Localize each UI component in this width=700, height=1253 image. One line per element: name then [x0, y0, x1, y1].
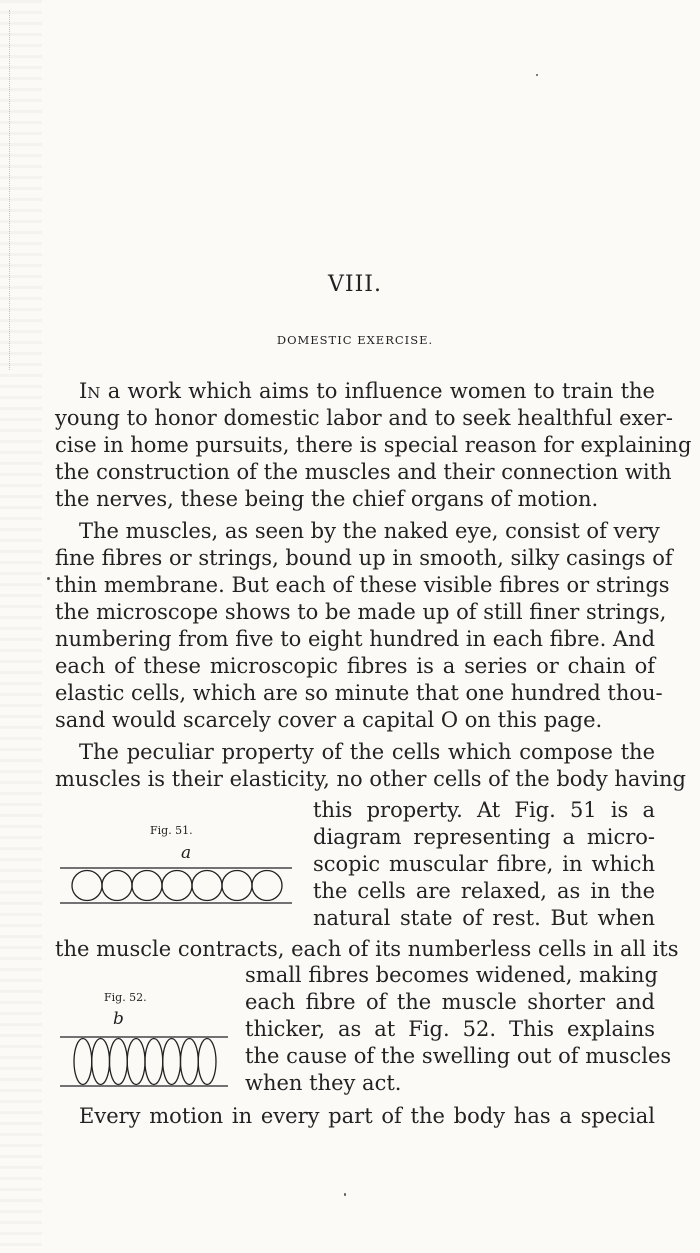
paragraph-2-line-5: numbering from five to eight hundred in each fibre. And	[55, 627, 656, 651]
fig51-cell	[102, 871, 132, 901]
drop-word: In	[79, 379, 101, 403]
fig52-cell	[92, 1039, 110, 1085]
paragraph-3-fig52-line-1: small fibres becomes widened, making	[245, 963, 658, 987]
paragraph-3-line-2: muscles is their elasticity, no other cells of the body having	[55, 767, 686, 791]
paragraph-3-fig51-line-2: diagram representing a micro-	[313, 825, 655, 849]
fig52-cell	[110, 1039, 128, 1085]
paragraph-4-line-1: Every motion in every part of the body has a special	[79, 1104, 655, 1128]
fig52-letter: b	[113, 1009, 124, 1029]
page-gutter-shadow	[0, 0, 42, 1253]
fig51-muscle-fibre-relaxed	[60, 864, 295, 904]
paragraph-3-fig51-line-5: natural state of rest. But when	[313, 906, 655, 930]
fig51-label: Fig. 51.	[150, 824, 193, 837]
binding-edge	[9, 10, 11, 370]
fig51-cell	[252, 871, 282, 901]
paragraph-3-fig51-line-3: scopic muscular fibre, in which	[313, 852, 655, 876]
fig52-cell	[127, 1039, 145, 1085]
paragraph-1-line-2: young to honor domestic labor and to seek healthful exer-	[55, 406, 673, 430]
fig52-label: Fig. 52.	[104, 991, 147, 1004]
paragraph-3-fig52-line-4: the cause of the swelling out of muscles	[245, 1044, 672, 1068]
paragraph-2-line-7: elastic cells, which are so minute that one hundred thou-	[55, 681, 663, 705]
ink-speck	[344, 1193, 346, 1196]
paragraph-2-line-6: each of these microscopic fibres is a series or chain of	[55, 654, 655, 678]
fig51-letter: a	[181, 843, 192, 863]
paragraph-2-line-8: sand would scarcely cover a capital O on this page.	[55, 708, 603, 732]
paragraph-3-line-mid: the muscle contracts, each of its numberless cells in all its	[55, 937, 679, 961]
fig51-cell	[222, 871, 252, 901]
paragraph-3-fig51-line-4: the cells are relaxed, as in the	[313, 879, 655, 903]
paragraph-3-fig51-line-1: this property. At Fig. 51 is a	[313, 798, 655, 822]
paragraph-2-line-3: thin membrane. But each of these visible fibres or strings	[55, 573, 670, 597]
fig51-cell	[162, 871, 192, 901]
paragraph-3-fig52-line-3: thicker, as at Fig. 52. This explains	[245, 1017, 655, 1041]
fig52-muscle-fibre-contracted	[60, 1034, 232, 1090]
fig52-cell	[145, 1039, 163, 1085]
fig51-cell	[192, 871, 222, 901]
paragraph-1-line-1: In a work which aims to influence women to train the	[79, 379, 655, 403]
fig52-cell	[74, 1039, 92, 1085]
paragraph-1-line-4: the construction of the muscles and their connection with	[55, 460, 672, 484]
fig51-cell	[72, 871, 102, 901]
paragraph-1-line-3: cise in home pursuits, there is special reason for explaining	[55, 433, 692, 457]
paragraph-2-line-2: fine fibres or strings, bound up in smooth, silky casings of	[55, 546, 673, 570]
paragraph-1-line-5: the nerves, these being the chief organs of motion.	[55, 487, 599, 511]
ink-speck	[47, 577, 50, 580]
fig51-cell	[132, 871, 162, 901]
paragraph-2-line-1: The muscles, as seen by the naked eye, consist of very	[79, 519, 660, 543]
paragraph-3-fig52-line-2: each fibre of the muscle shorter and	[245, 990, 655, 1014]
paragraph-2-line-4: the microscope shows to be made up of still finer strings,	[55, 600, 667, 624]
fig52-cell	[163, 1039, 181, 1085]
paragraph-3-line-1: The peculiar property of the cells which compose the	[79, 740, 655, 764]
chapter-title: DOMESTIC EXERCISE.	[276, 333, 434, 347]
chapter-number: VIII.	[328, 272, 382, 297]
ink-speck	[536, 74, 538, 76]
fig52-cell	[198, 1039, 216, 1085]
paragraph-3-fig52-line-5: when they act.	[245, 1071, 402, 1095]
fig52-cell	[181, 1039, 199, 1085]
